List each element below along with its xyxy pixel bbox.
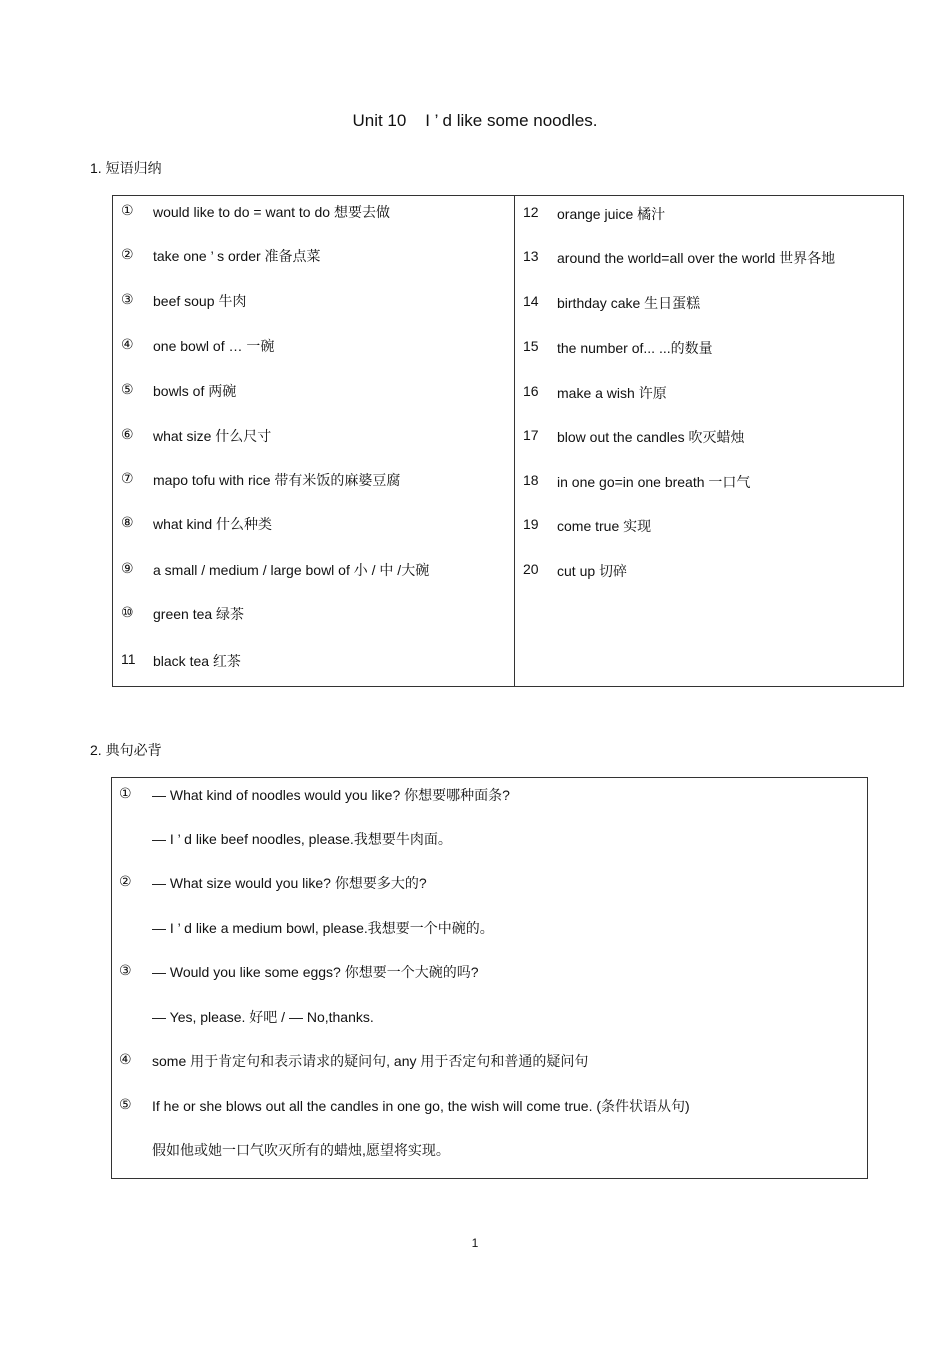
sentence-line: — I ’ d like a medium bowl, please.我想要一个中碗的。 <box>152 920 494 936</box>
phrase-text: birthday cake 生日蛋糕 <box>557 295 701 311</box>
item-number: 15 <box>523 338 539 354</box>
item-number: ③ <box>121 291 134 307</box>
item-number: ⑤ <box>119 1096 132 1112</box>
phrase-text: black tea 红茶 <box>153 653 241 669</box>
phrase-text: what kind 什么种类 <box>153 516 273 532</box>
phrase-column-left <box>121 196 511 686</box>
phrase-text: beef soup 牛肉 <box>153 293 247 309</box>
sentence-line: some 用于肯定句和表示请求的疑问句, any 用于否定句和普通的疑问句 <box>152 1053 589 1069</box>
item-number: ⑤ <box>121 381 134 397</box>
item-number: 19 <box>523 516 539 532</box>
item-number: 12 <box>523 204 539 220</box>
phrase-text: what size 什么尺寸 <box>153 428 272 444</box>
phrase-text: the number of... ...的数量 <box>557 340 713 356</box>
phrase-text: cut up 切碎 <box>557 563 628 579</box>
phrase-text: make a wish 许原 <box>557 385 667 401</box>
phrase-text: a small / medium / large bowl of 小 / 中 /大碗 <box>153 562 430 578</box>
item-number: ⑦ <box>121 470 134 486</box>
phrase-column-right <box>523 196 898 686</box>
item-number: ⑥ <box>121 426 134 442</box>
page-number: 1 <box>471 1236 479 1250</box>
item-number: 18 <box>523 472 539 488</box>
sentence-line: — I ’ d like beef noodles, please.我想要牛肉面。 <box>152 831 452 847</box>
item-number: ② <box>121 246 134 262</box>
item-number: 16 <box>523 383 539 399</box>
item-number: ⑨ <box>121 560 134 576</box>
phrase-text: bowls of 两碗 <box>153 383 237 399</box>
phrase-table <box>112 195 904 687</box>
item-number: ⑧ <box>121 514 134 530</box>
item-number: ⑩ <box>121 604 134 620</box>
sentence-line: 假如他或她一口气吹灭所有的蜡烛,愿望将实现。 <box>152 1142 450 1158</box>
phrase-text: come true 实现 <box>557 518 652 534</box>
item-number: 13 <box>523 248 539 264</box>
item-number: ④ <box>119 1051 132 1067</box>
phrase-text: blow out the candles 吹灭蜡烛 <box>557 429 745 445</box>
phrase-text: orange juice 橘汁 <box>557 206 666 222</box>
phrase-text: one bowl of … 一碗 <box>153 338 275 354</box>
sentence-box <box>111 777 868 1179</box>
phrase-text: around the world=all over the world 世界各地 <box>557 250 836 266</box>
phrase-text: green tea 绿茶 <box>153 606 245 622</box>
item-number: 14 <box>523 293 539 309</box>
item-number: 11 <box>121 651 136 667</box>
item-number: ② <box>119 873 132 889</box>
item-number: ① <box>119 785 132 801</box>
column-divider <box>514 196 515 686</box>
sentence-line: — Would you like some eggs? 你想要一个大碗的吗? <box>152 964 479 980</box>
section-heading-sentences: 2. 典句必背 <box>90 742 162 758</box>
sentence-line: If he or she blows out all the candles in one go, the wish will come true. (条件状语从句) <box>152 1098 690 1114</box>
sentence-line: — What size would you like? 你想要多大的? <box>152 875 427 891</box>
sentence-line: — What kind of noodles would you like? 你想要哪种面条? <box>152 787 510 803</box>
item-number: 17 <box>523 427 539 443</box>
item-number: 20 <box>523 561 539 577</box>
phrase-text: would like to do = want to do 想要去做 <box>153 204 390 220</box>
item-number: ④ <box>121 336 134 352</box>
document-title: Unit 10 I ’ d like some noodles. <box>352 111 598 130</box>
phrase-text: take one ’ s order 准备点菜 <box>153 248 321 264</box>
phrase-text: in one go=in one breath 一口气 <box>557 474 751 490</box>
sentence-line: — Yes, please. 好吧 / — No,thanks. <box>152 1009 374 1025</box>
item-number: ③ <box>119 962 132 978</box>
section-heading-phrases: 1. 短语归纳 <box>90 160 162 176</box>
phrase-text: mapo tofu with rice 带有米饭的麻婆豆腐 <box>153 472 401 488</box>
item-number: ① <box>121 202 134 218</box>
